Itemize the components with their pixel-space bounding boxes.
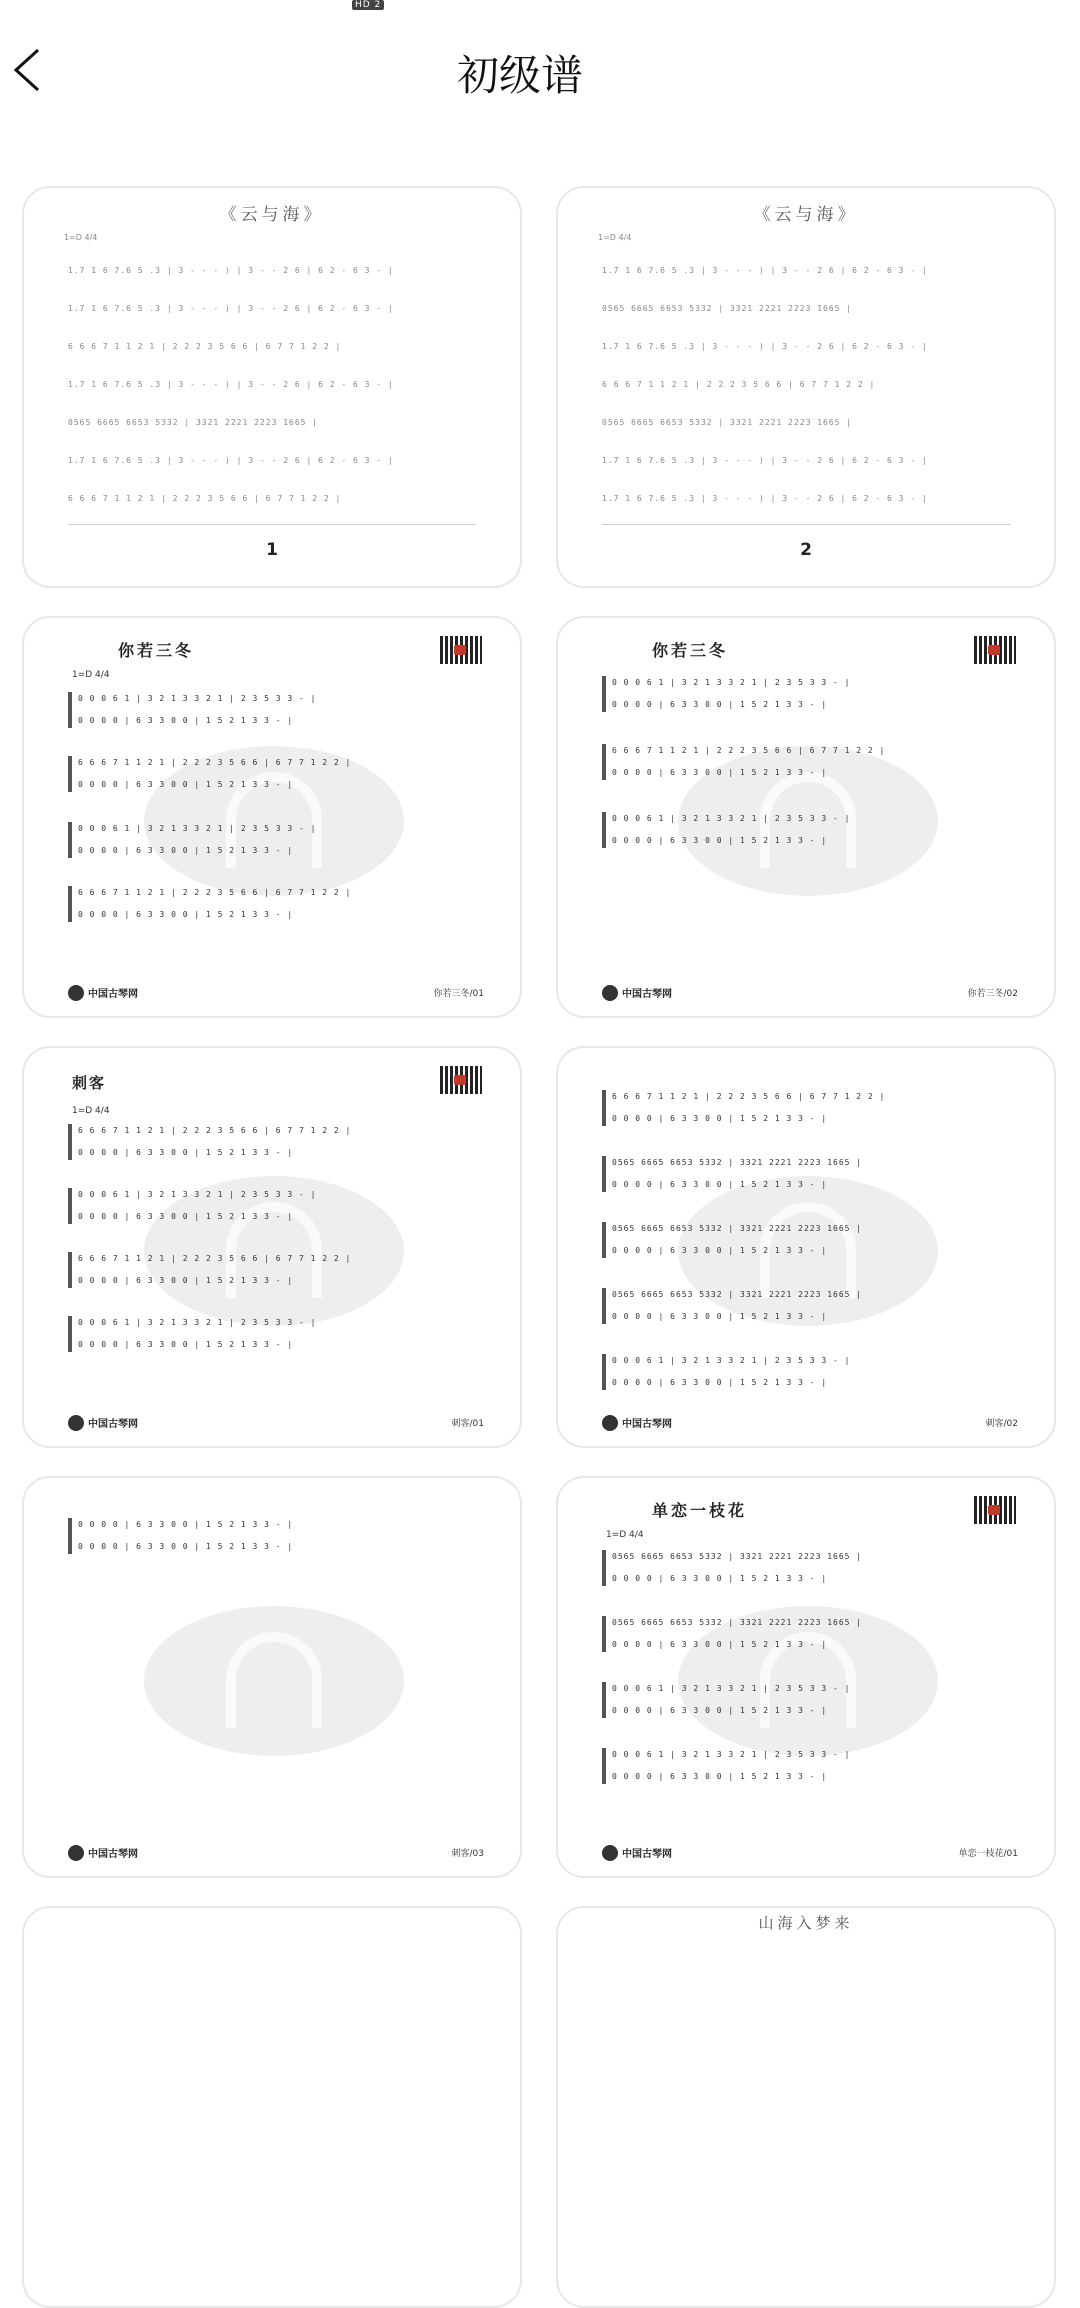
score-card-yunyuhai-2[interactable] [556, 186, 1056, 588]
notation-row: 0565 6665 6653 5332 | 3321 2221 2223 1665 | [612, 1552, 863, 1561]
notation-row: 6 6 6 7 1 1 2 1 | 2 2 2 3 5 6 6 | 6 7 7 1 2 2 | [78, 758, 352, 767]
notation-row: 0 0 0 6 1 | 3 2 1 3 3 2 1 | 2 3 5 3 3 - | [612, 1356, 851, 1365]
score-card-cike-2[interactable] [556, 1046, 1056, 1448]
notation-row: 1.7 1 6 7.6 5 .3 | 3 - - - ) | 3 - - 2 6 | 6 2 - 6 3 - | [68, 380, 394, 389]
page-ref: 刺客/03 [451, 1849, 484, 1859]
notation-row: 1.7 1 6 7.6 5 .3 | 3 - - - ) | 3 - - 2 6 | 6 2 - 6 3 - | [602, 494, 928, 503]
score-sheet [24, 618, 520, 1016]
page-ref: 刺客/02 [985, 1419, 1018, 1429]
divider [602, 524, 1010, 525]
notation-row: 0 0 0 0 | 6 3 3 0 0 | 1 5 2 1 3 3 - | [78, 1542, 294, 1551]
score-title: 你若三冬 [118, 641, 195, 660]
score-card-shanhairumenglai[interactable] [556, 1906, 1056, 2308]
notation-row: 0 0 0 6 1 | 3 2 1 3 3 2 1 | 2 3 5 3 3 - | [78, 694, 317, 703]
notation-row: 0 0 0 6 1 | 3 2 1 3 3 2 1 | 2 3 5 3 3 - | [612, 678, 851, 687]
notation-row: 0 0 0 0 | 6 3 3 0 0 | 1 5 2 1 3 3 - | [612, 1378, 828, 1387]
staff-bracket [602, 1156, 606, 1192]
logo-icon [68, 1845, 84, 1861]
score-card-yunyuhai-1[interactable] [22, 186, 522, 588]
notation-row: 6 6 6 7 1 1 2 1 | 2 2 2 3 5 6 6 | 6 7 7 1 2 2 | [68, 342, 342, 351]
staff-bracket [68, 886, 72, 922]
score-sheet [24, 188, 520, 586]
site-logo: 中国古琴网 [602, 982, 672, 998]
notation-row: 6 6 6 7 1 1 2 1 | 2 2 2 3 5 6 6 | 6 7 7 1 2 2 | [78, 1254, 352, 1263]
page-ref: 你若三冬/01 [433, 989, 484, 999]
staff-bracket [602, 1222, 606, 1258]
score-card-cike-1[interactable] [22, 1046, 522, 1448]
notation-row: 0 0 0 0 | 6 3 3 0 0 | 1 5 2 1 3 3 - | [612, 1312, 828, 1321]
hd-signal-badge: HD 2 [352, 0, 384, 10]
score-title: 《云与海》 [753, 205, 859, 225]
watermark-logo [144, 1606, 404, 1756]
qr-code [974, 636, 1016, 664]
notation-row: 0 0 0 0 | 6 3 3 0 0 | 1 5 2 1 3 3 - | [78, 716, 294, 725]
notation-row: 0 0 0 0 | 6 3 3 0 0 | 1 5 2 1 3 3 - | [612, 1772, 828, 1781]
site-logo: 中国古琴网 [68, 1842, 138, 1858]
notation-row: 0565 6665 6653 5332 | 3321 2221 2223 1665 | [612, 1618, 863, 1627]
page-ref: 你若三冬/02 [967, 989, 1018, 999]
notation-row: 1.7 1 6 7.6 5 .3 | 3 - - - ) | 3 - - 2 6 | 6 2 - 6 3 - | [68, 456, 394, 465]
staff-bracket [602, 1550, 606, 1586]
notation-row: 1.7 1 6 7.6 5 .3 | 3 - - - ) | 3 - - 2 6 | 6 2 - 6 3 - | [68, 266, 394, 275]
notation-row: 0565 6665 6653 5332 | 3321 2221 2223 1665 | [602, 304, 853, 313]
score-title: 山海入梦来 [758, 1914, 854, 1932]
site-logo: 中国古琴网 [602, 1412, 672, 1428]
notation-row: 1.7 1 6 7.6 5 .3 | 3 - - - ) | 3 - - 2 6 | 6 2 - 6 3 - | [602, 266, 928, 275]
watermark-logo [678, 1606, 938, 1756]
score-sheet [558, 1048, 1054, 1446]
notation-row: 0 0 0 0 | 6 3 3 0 0 | 1 5 2 1 3 3 - | [78, 780, 294, 789]
notation-row: 0 0 0 6 1 | 3 2 1 3 3 2 1 | 2 3 5 3 3 - | [78, 1318, 317, 1327]
staff-bracket [602, 744, 606, 780]
score-sheet [558, 1478, 1054, 1876]
score-sheet [24, 1908, 520, 2306]
staff-bracket [68, 1316, 72, 1352]
staff-bracket [68, 756, 72, 792]
score-card-niruosandong-2[interactable] [556, 616, 1056, 1018]
notation-row: 0 0 0 0 | 6 3 3 0 0 | 1 5 2 1 3 3 - | [612, 1574, 828, 1583]
staff-bracket [602, 1354, 606, 1390]
staff-bracket [602, 676, 606, 712]
score-key: 1=D 4/4 [72, 670, 110, 680]
score-title: 你若三冬 [652, 641, 729, 660]
notation-row: 0 0 0 6 1 | 3 2 1 3 3 2 1 | 2 3 5 3 3 - | [78, 824, 317, 833]
notation-row: 6 6 6 7 1 1 2 1 | 2 2 2 3 5 6 6 | 6 7 7 1 2 2 | [612, 1092, 886, 1101]
staff-bracket [602, 1682, 606, 1718]
site-logo: 中国古琴网 [68, 982, 138, 998]
score-key: 1=D 4/4 [606, 1530, 644, 1540]
watermark-logo [144, 746, 404, 896]
notation-row: 0 0 0 6 1 | 3 2 1 3 3 2 1 | 2 3 5 3 3 - | [612, 1684, 851, 1693]
notation-row: 0 0 0 0 | 6 3 3 0 0 | 1 5 2 1 3 3 - | [612, 1706, 828, 1715]
staff-bracket [68, 1252, 72, 1288]
notation-row: 6 6 6 7 1 1 2 1 | 2 2 2 3 5 6 6 | 6 7 7 1 2 2 | [68, 494, 342, 503]
notation-row: 6 6 6 7 1 1 2 1 | 2 2 2 3 5 6 6 | 6 7 7 1 2 2 | [602, 380, 876, 389]
score-sheet [24, 1478, 520, 1876]
staff-bracket [68, 1518, 72, 1554]
notation-row: 0 0 0 0 | 6 3 3 0 0 | 1 5 2 1 3 3 - | [612, 1114, 828, 1123]
notation-row: 0 0 0 6 1 | 3 2 1 3 3 2 1 | 2 3 5 3 3 - | [78, 1190, 317, 1199]
notation-row: 1.7 1 6 7.6 5 .3 | 3 - - - ) | 3 - - 2 6 | 6 2 - 6 3 - | [602, 342, 928, 351]
logo-icon [602, 1415, 618, 1431]
score-title: 刺客 [72, 1074, 107, 1092]
divider [68, 524, 476, 525]
notation-row: 0 0 0 0 | 6 3 3 0 0 | 1 5 2 1 3 3 - | [78, 1340, 294, 1349]
score-card-cike-3[interactable] [22, 1476, 522, 1878]
notation-row: 0 0 0 0 | 6 3 3 0 0 | 1 5 2 1 3 3 - | [612, 1246, 828, 1255]
score-sheet [558, 1908, 1054, 2306]
notation-row: 0 0 0 0 | 6 3 3 0 0 | 1 5 2 1 3 3 - | [78, 1148, 294, 1157]
notation-row: 6 6 6 7 1 1 2 1 | 2 2 2 3 5 6 6 | 6 7 7 1 2 2 | [612, 746, 886, 755]
score-card-partial[interactable] [22, 1906, 522, 2308]
notation-row: 0 0 0 6 1 | 3 2 1 3 3 2 1 | 2 3 5 3 3 - | [612, 1750, 851, 1759]
notation-row: 0 0 0 0 | 6 3 3 0 0 | 1 5 2 1 3 3 - | [78, 1212, 294, 1221]
score-key: 1=D 4/4 [72, 1106, 110, 1116]
page-ref: 刺客/01 [451, 1419, 484, 1429]
status-bar [0, 0, 1080, 20]
score-sheet [24, 1048, 520, 1446]
logo-icon [602, 1845, 618, 1861]
notation-row: 0 0 0 0 | 6 3 3 0 0 | 1 5 2 1 3 3 - | [612, 700, 828, 709]
staff-bracket [602, 1090, 606, 1126]
notation-row: 1.7 1 6 7.6 5 .3 | 3 - - - ) | 3 - - 2 6 | 6 2 - 6 3 - | [602, 456, 928, 465]
staff-bracket [68, 822, 72, 858]
notation-row: 6 6 6 7 1 1 2 1 | 2 2 2 3 5 6 6 | 6 7 7 1 2 2 | [78, 1126, 352, 1135]
notation-row: 6 6 6 7 1 1 2 1 | 2 2 2 3 5 6 6 | 6 7 7 1 2 2 | [78, 888, 352, 897]
notation-row: 0565 6665 6653 5332 | 3321 2221 2223 1665 | [68, 418, 319, 427]
notation-row: 0565 6665 6653 5332 | 3321 2221 2223 1665 | [612, 1290, 863, 1299]
staff-bracket [68, 1124, 72, 1160]
notation-row: 0 0 0 0 | 6 3 3 0 0 | 1 5 2 1 3 3 - | [78, 1276, 294, 1285]
notation-row: 0 0 0 0 | 6 3 3 0 0 | 1 5 2 1 3 3 - | [78, 910, 294, 919]
staff-bracket [68, 1188, 72, 1224]
page-number: 1 [266, 540, 278, 560]
site-logo: 中国古琴网 [68, 1412, 138, 1428]
notation-row: 0 0 0 6 1 | 3 2 1 3 3 2 1 | 2 3 5 3 3 - | [612, 814, 851, 823]
score-card-niruosandong-1[interactable] [22, 616, 522, 1018]
notation-row: 0 0 0 0 | 6 3 3 0 0 | 1 5 2 1 3 3 - | [612, 836, 828, 845]
notation-row: 0 0 0 0 | 6 3 3 0 0 | 1 5 2 1 3 3 - | [612, 1640, 828, 1649]
score-title: 单恋一枝花 [652, 1501, 748, 1520]
qr-code [440, 636, 482, 664]
notation-row: 0565 6665 6653 5332 | 3321 2221 2223 1665 | [602, 418, 853, 427]
notation-row: 1.7 1 6 7.6 5 .3 | 3 - - - ) | 3 - - 2 6 | 6 2 - 6 3 - | [68, 304, 394, 313]
score-title: 《云与海》 [219, 205, 325, 225]
page-title: 初级谱 [456, 51, 583, 100]
page-number: 2 [800, 540, 812, 560]
logo-icon [68, 985, 84, 1001]
score-key: 1=D 4/4 [64, 233, 98, 242]
notation-row: 0565 6665 6653 5332 | 3321 2221 2223 1665 | [612, 1158, 863, 1167]
notation-row: 0 0 0 0 | 6 3 3 0 0 | 1 5 2 1 3 3 - | [78, 1520, 294, 1529]
score-key: 1=D 4/4 [598, 233, 632, 242]
logo-icon [68, 1415, 84, 1431]
notation-row: 0 0 0 0 | 6 3 3 0 0 | 1 5 2 1 3 3 - | [78, 846, 294, 855]
staff-bracket [602, 1616, 606, 1652]
score-sheet [558, 618, 1054, 1016]
site-logo: 中国古琴网 [602, 1842, 672, 1858]
qr-code [440, 1066, 482, 1094]
staff-bracket [602, 812, 606, 848]
logo-icon [602, 985, 618, 1001]
page-ref: 单恋一枝花/01 [958, 1849, 1018, 1859]
staff-bracket [602, 1748, 606, 1784]
qr-code [974, 1496, 1016, 1524]
notation-row: 0 0 0 0 | 6 3 3 0 0 | 1 5 2 1 3 3 - | [612, 1180, 828, 1189]
notation-row: 0 0 0 0 | 6 3 3 0 0 | 1 5 2 1 3 3 - | [612, 768, 828, 777]
staff-bracket [68, 692, 72, 728]
notation-row: 0565 6665 6653 5332 | 3321 2221 2223 1665 | [612, 1224, 863, 1233]
score-card-danlianyizhihua-1[interactable] [556, 1476, 1056, 1878]
score-sheet [558, 188, 1054, 586]
staff-bracket [602, 1288, 606, 1324]
